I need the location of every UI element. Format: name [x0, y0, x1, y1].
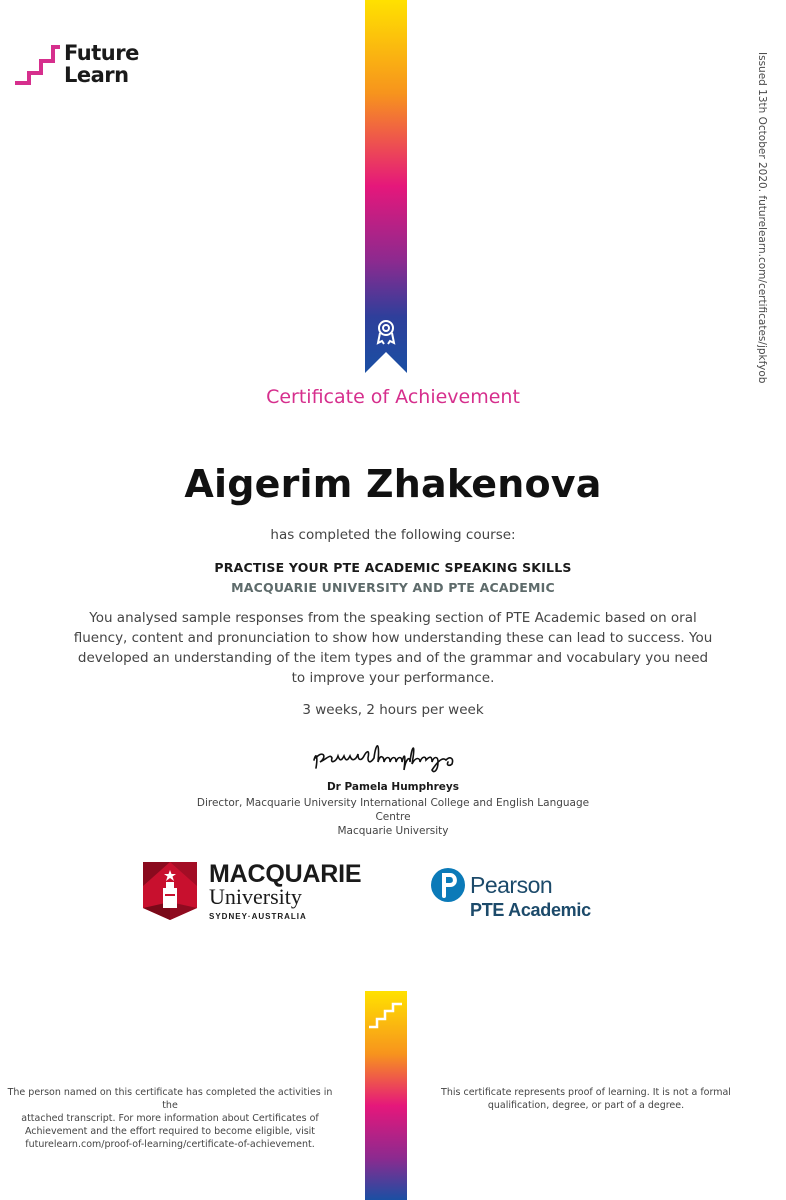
signer-role-line: Director, Macquarie University International College and English Language — [196, 797, 590, 809]
logo-word-2: Learn — [64, 63, 129, 87]
signer-role-line: Macquarie University — [337, 825, 449, 837]
macquarie-shield-icon — [143, 862, 197, 920]
learner-name: Aigerim Zhakenova — [184, 462, 602, 506]
macquarie-sub: University — [209, 884, 302, 909]
signer-name: Dr Pamela Humphreys — [326, 781, 460, 793]
macquarie-logo — [143, 862, 361, 921]
footer-left-line: Achievement and the effort required to become eligible, visit — [24, 1126, 316, 1137]
pte-academic-name: PTE Academic — [470, 900, 591, 920]
footer-left-line: futurelearn.com/proof-of-learning/certificate-of-achievement. — [25, 1139, 315, 1150]
footer-left-note — [0, 1086, 340, 1151]
signature-image — [306, 734, 466, 778]
certificate-title: Certificate of Achievement — [266, 386, 520, 408]
signer-role-line: Centre — [375, 811, 411, 823]
course-title: PRACTISE YOUR PTE ACADEMIC SPEAKING SKILLS — [214, 560, 572, 575]
futurelearn-logo — [14, 42, 139, 86]
completed-text: has completed the following course: — [270, 527, 516, 543]
footer-right-line: This certificate represents proof of learning. It is not a formal — [441, 1087, 731, 1098]
footer-right-line: qualification, degree, or part of a degree. — [487, 1100, 685, 1111]
footer-left-line: The person named on this certificate has completed the activities in the — [7, 1087, 333, 1111]
footer-right-note — [440, 1086, 732, 1112]
course-description: You analysed sample responses from the speaking section of PTE Academic based on oral fluency, content and pronunciation to show how understanding these can lead to success. You developed an understanding of the item types and of the grammar and vocabulary you need to improve your performance. — [73, 610, 713, 686]
bottom-ribbon — [365, 991, 407, 1200]
issue-info — [756, 52, 786, 384]
top-ribbon — [365, 0, 407, 373]
pearson-p-icon — [430, 866, 466, 904]
issue-info-text: Issued 13th October 2020. futurelearn.com/certificates/jpkfyob — [756, 52, 768, 384]
footer-left-line: attached transcript. For more information about Certificates of — [21, 1113, 319, 1124]
pearson-name: Pearson — [470, 872, 553, 898]
course-duration: 3 weeks, 2 hours per week — [302, 702, 484, 718]
futurelearn-wordmark — [64, 42, 139, 86]
signer-role — [190, 796, 596, 838]
macquarie-name: MACQUARIE — [209, 860, 362, 888]
macquarie-location: SYDNEY·AUSTRALIA — [209, 912, 307, 921]
logo-word-1: Future — [64, 41, 139, 65]
course-provider: MACQUARIE UNIVERSITY AND PTE ACADEMIC — [231, 580, 555, 595]
futurelearn-steps-icon — [14, 42, 60, 86]
